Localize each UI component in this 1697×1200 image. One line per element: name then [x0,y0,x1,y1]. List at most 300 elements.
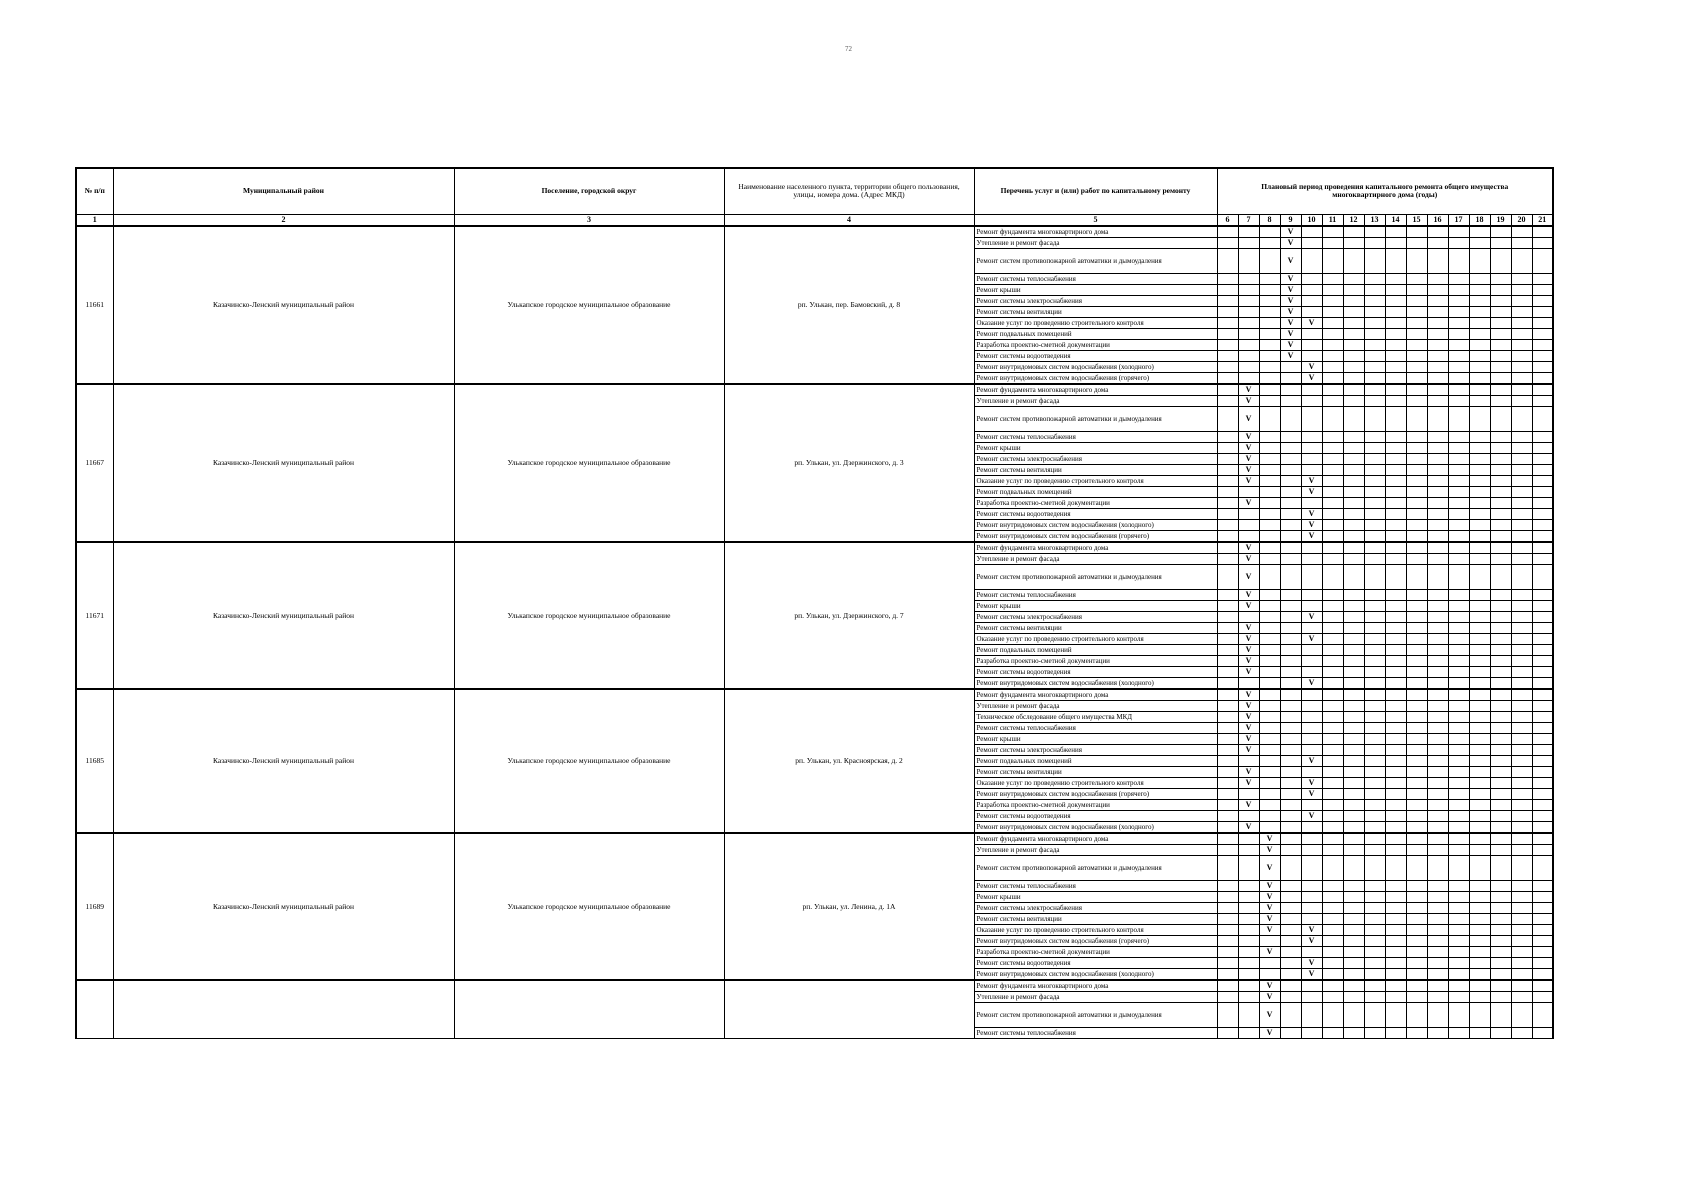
year-cell [1469,633,1490,644]
header-address: Наименование населенного пункта, территории общего пользования, улицы, номера дома. (Адрес МКД) [724,168,974,214]
year-cell [1364,788,1385,799]
year-cell [1259,666,1280,677]
year-cell [1322,542,1343,554]
year-cell [1532,991,1553,1002]
year-cell [1385,622,1406,633]
year-cell [1511,622,1532,633]
year-cell [1322,564,1343,589]
record-id: 11689 [76,833,113,980]
year-cell [1448,1002,1469,1027]
year-cell [1427,339,1448,350]
year-cell [1217,633,1238,644]
year-cell [1343,464,1364,475]
year-cell [1469,755,1490,766]
year-cell [1280,431,1301,442]
year-cell [1322,902,1343,913]
year-cell [1469,248,1490,273]
column-number: 10 [1301,214,1322,226]
year-cell [1259,226,1280,238]
year-mark: V [1238,464,1259,475]
work-name: Ремонт крыши [974,600,1217,611]
year-cell [1511,226,1532,238]
work-name: Оказание услуг по проведению строительного контроля [974,633,1217,644]
year-cell [1385,361,1406,372]
year-cell [1301,589,1322,600]
year-cell [1427,677,1448,689]
year-cell [1490,844,1511,855]
year-cell [1322,700,1343,711]
year-cell [1301,880,1322,891]
year-cell [1532,689,1553,701]
year-cell [1532,766,1553,777]
year-mark: V [1238,777,1259,788]
year-cell [1532,722,1553,733]
year-cell [1427,372,1448,384]
year-cell [1448,913,1469,924]
year-cell [1343,711,1364,722]
year-cell [1469,384,1490,396]
year-cell [1217,891,1238,902]
year-cell [1490,980,1511,992]
year-cell [1511,442,1532,453]
year-cell [1259,248,1280,273]
year-cell [1448,810,1469,821]
year-cell [1427,600,1448,611]
year-cell [1217,980,1238,992]
year-cell [1532,622,1553,633]
year-mark: V [1280,339,1301,350]
year-mark: V [1238,655,1259,666]
year-mark: V [1238,589,1259,600]
year-cell [1469,475,1490,486]
year-cell [1469,431,1490,442]
year-cell [1532,733,1553,744]
year-cell [1217,328,1238,339]
year-cell [1427,622,1448,633]
year-cell [1448,497,1469,508]
year-cell [1322,844,1343,855]
year-cell [1469,350,1490,361]
year-cell [1469,891,1490,902]
year-cell [1217,733,1238,744]
year-cell [1532,891,1553,902]
year-cell [1343,991,1364,1002]
year-cell [1385,755,1406,766]
year-cell [1427,655,1448,666]
year-cell [1427,248,1448,273]
year-cell [1448,733,1469,744]
year-cell [1322,600,1343,611]
year-cell [1217,295,1238,306]
year-mark: V [1259,891,1280,902]
year-cell [1511,486,1532,497]
year-cell [1364,306,1385,317]
year-cell [1301,295,1322,306]
year-mark: V [1238,799,1259,810]
year-mark: V [1238,633,1259,644]
year-cell [1364,980,1385,992]
year-cell [1280,1002,1301,1027]
year-cell [1469,946,1490,957]
year-cell [1469,799,1490,810]
year-cell [1532,295,1553,306]
year-cell [1217,1002,1238,1027]
year-cell [1364,810,1385,821]
year-cell [1280,475,1301,486]
year-cell [1322,226,1343,238]
record-district: Казачинско-Ленский муниципальный район [113,226,454,384]
year-cell [1427,733,1448,744]
year-cell [1490,384,1511,396]
year-cell [1217,946,1238,957]
year-cell [1406,711,1427,722]
year-mark: V [1238,384,1259,396]
year-cell [1238,980,1259,992]
year-cell [1343,589,1364,600]
year-cell [1364,350,1385,361]
year-cell [1259,622,1280,633]
year-cell [1448,600,1469,611]
year-cell [1511,677,1532,689]
year-cell [1406,833,1427,845]
year-cell [1280,711,1301,722]
year-cell [1511,633,1532,644]
work-name: Ремонт фундамента многоквартирного дома [974,689,1217,701]
year-cell [1217,384,1238,396]
year-cell [1217,622,1238,633]
year-cell [1301,453,1322,464]
year-cell [1364,689,1385,701]
year-cell [1343,564,1364,589]
year-cell [1364,431,1385,442]
year-cell [1406,935,1427,946]
year-cell [1385,519,1406,530]
year-cell [1322,1027,1343,1038]
year-cell [1406,788,1427,799]
year-cell [1280,564,1301,589]
year-cell [1343,855,1364,880]
year-cell [1343,542,1364,554]
column-number: 7 [1238,214,1259,226]
year-cell [1532,453,1553,464]
year-cell [1511,530,1532,542]
year-cell [1469,564,1490,589]
year-cell [1406,486,1427,497]
year-cell [1490,464,1511,475]
year-mark: V [1238,711,1259,722]
year-cell [1448,666,1469,677]
record-id: 11685 [76,689,113,833]
work-name: Ремонт фундамента многоквартирного дома [974,542,1217,554]
year-cell [1511,519,1532,530]
work-name: Оказание услуг по проведению строительного контроля [974,317,1217,328]
work-name: Техническое обследование общего имущества МКД [974,711,1217,722]
year-cell [1448,766,1469,777]
year-cell [1385,600,1406,611]
year-cell [1385,372,1406,384]
year-cell [1385,644,1406,655]
year-cell [1490,237,1511,248]
year-cell [1532,508,1553,519]
year-cell [1259,317,1280,328]
year-cell [1469,722,1490,733]
year-cell [1217,486,1238,497]
work-name: Ремонт внутридомовых систем водоснабжения (холодного) [974,821,1217,833]
year-cell [1448,833,1469,845]
year-cell [1217,431,1238,442]
year-cell [1511,799,1532,810]
year-cell [1406,913,1427,924]
year-cell [1280,600,1301,611]
year-cell [1217,273,1238,284]
year-cell [1469,700,1490,711]
year-cell [1385,711,1406,722]
year-cell [1511,733,1532,744]
year-cell [1301,913,1322,924]
year-cell [1511,913,1532,924]
year-cell [1322,589,1343,600]
year-cell [1385,991,1406,1002]
year-cell [1280,542,1301,554]
year-cell [1511,384,1532,396]
year-cell [1301,328,1322,339]
year-cell [1448,924,1469,935]
year-cell [1511,968,1532,980]
year-cell [1490,226,1511,238]
year-cell [1343,508,1364,519]
year-cell [1259,564,1280,589]
year-cell [1364,600,1385,611]
year-cell [1259,600,1280,611]
year-mark: V [1259,946,1280,957]
year-cell [1385,855,1406,880]
year-cell [1490,1027,1511,1038]
year-cell [1385,273,1406,284]
year-cell [1532,497,1553,508]
year-cell [1448,902,1469,913]
year-cell [1511,957,1532,968]
year-cell [1532,406,1553,431]
year-cell [1217,508,1238,519]
year-cell [1448,395,1469,406]
year-cell [1511,328,1532,339]
year-cell [1511,248,1532,273]
record-settlement: Улькапское городское муниципальное образование [454,384,724,542]
record-id: 11667 [76,384,113,542]
year-cell [1532,957,1553,968]
year-cell [1406,589,1427,600]
year-cell [1532,284,1553,295]
year-cell [1406,361,1427,372]
year-cell [1301,844,1322,855]
year-cell [1469,677,1490,689]
work-name: Ремонт системы электроснабжения [974,744,1217,755]
year-cell [1280,766,1301,777]
year-cell [1469,991,1490,1002]
year-cell [1427,306,1448,317]
year-cell [1343,431,1364,442]
year-cell [1343,273,1364,284]
year-cell [1469,655,1490,666]
year-mark: V [1301,519,1322,530]
work-name: Разработка проектно-сметной документации [974,497,1217,508]
year-cell [1238,237,1259,248]
work-name: Ремонт системы вентиляции [974,622,1217,633]
record-settlement: Улькапское городское муниципальное образование [454,689,724,833]
year-cell [1322,677,1343,689]
year-cell [1511,935,1532,946]
record-district [113,980,454,1039]
year-cell [1448,317,1469,328]
year-cell [1490,530,1511,542]
year-cell [1511,284,1532,295]
year-cell [1427,475,1448,486]
work-name: Утепление и ремонт фасада [974,553,1217,564]
year-mark: V [1301,777,1322,788]
year-cell [1343,295,1364,306]
work-name: Оказание услуг по проведению строительного контроля [974,924,1217,935]
year-cell [1280,486,1301,497]
year-cell [1364,766,1385,777]
year-cell [1406,722,1427,733]
year-cell [1406,777,1427,788]
year-mark: V [1238,644,1259,655]
year-cell [1511,273,1532,284]
year-cell [1406,237,1427,248]
work-row [76,833,1553,845]
year-mark: V [1238,821,1259,833]
column-number: 2 [113,214,454,226]
year-cell [1343,317,1364,328]
year-cell [1238,508,1259,519]
year-cell [1469,766,1490,777]
record-id [76,980,113,1039]
year-cell [1238,284,1259,295]
year-cell [1427,589,1448,600]
year-cell [1364,633,1385,644]
year-mark: V [1238,722,1259,733]
year-cell [1469,913,1490,924]
year-cell [1322,317,1343,328]
year-cell [1490,284,1511,295]
year-mark: V [1280,350,1301,361]
year-cell [1343,968,1364,980]
year-mark: V [1238,553,1259,564]
year-cell [1532,530,1553,542]
year-cell [1343,666,1364,677]
work-name: Ремонт системы вентиляции [974,306,1217,317]
year-cell [1280,968,1301,980]
year-cell [1301,655,1322,666]
year-cell [1511,902,1532,913]
year-cell [1385,589,1406,600]
year-cell [1469,689,1490,701]
year-cell [1322,611,1343,622]
year-cell [1511,821,1532,833]
year-cell [1280,902,1301,913]
year-cell [1427,902,1448,913]
year-cell [1385,406,1406,431]
year-mark: V [1259,833,1280,845]
year-cell [1364,880,1385,891]
year-cell [1511,406,1532,431]
year-cell [1532,237,1553,248]
year-cell [1448,700,1469,711]
work-name: Ремонт внутридомовых систем водоснабжения (холодного) [974,968,1217,980]
year-cell [1511,553,1532,564]
year-cell [1406,328,1427,339]
column-number: 19 [1490,214,1511,226]
year-cell [1427,810,1448,821]
year-cell [1322,237,1343,248]
year-cell [1490,486,1511,497]
year-cell [1259,733,1280,744]
record-address [724,980,974,1039]
year-cell [1322,655,1343,666]
year-cell [1217,611,1238,622]
year-cell [1448,486,1469,497]
year-cell [1322,711,1343,722]
year-cell [1427,486,1448,497]
year-cell [1238,935,1259,946]
work-row [76,384,1553,396]
record-address: рп. Улькан, ул. Ленина, д. 1А [724,833,974,980]
year-cell [1406,453,1427,464]
year-cell [1238,891,1259,902]
year-cell [1406,542,1427,554]
year-cell [1511,464,1532,475]
year-cell [1427,508,1448,519]
year-cell [1238,328,1259,339]
year-cell [1427,711,1448,722]
year-mark: V [1238,542,1259,554]
work-name: Ремонт системы теплоснабжения [974,880,1217,891]
year-cell [1385,935,1406,946]
year-cell [1511,689,1532,701]
column-number: 21 [1532,214,1553,226]
year-cell [1280,589,1301,600]
year-cell [1490,733,1511,744]
year-cell [1406,226,1427,238]
year-cell [1427,237,1448,248]
work-name: Разработка проектно-сметной документации [974,655,1217,666]
year-cell [1364,755,1385,766]
year-cell [1364,711,1385,722]
year-cell [1301,622,1322,633]
year-cell [1343,350,1364,361]
year-cell [1217,700,1238,711]
year-cell [1532,799,1553,810]
record-settlement: Улькапское городское муниципальное образование [454,542,724,689]
work-name: Ремонт внутридомовых систем водоснабжения (горячего) [974,530,1217,542]
year-cell [1280,700,1301,711]
year-cell [1217,226,1238,238]
year-cell [1427,946,1448,957]
year-cell [1532,711,1553,722]
year-cell [1217,361,1238,372]
year-cell [1322,248,1343,273]
year-cell [1427,564,1448,589]
year-cell [1364,855,1385,880]
year-cell [1448,799,1469,810]
year-cell [1469,1027,1490,1038]
year-cell [1322,295,1343,306]
year-cell [1469,237,1490,248]
year-cell [1343,237,1364,248]
year-cell [1364,913,1385,924]
year-cell [1532,553,1553,564]
year-cell [1343,766,1364,777]
